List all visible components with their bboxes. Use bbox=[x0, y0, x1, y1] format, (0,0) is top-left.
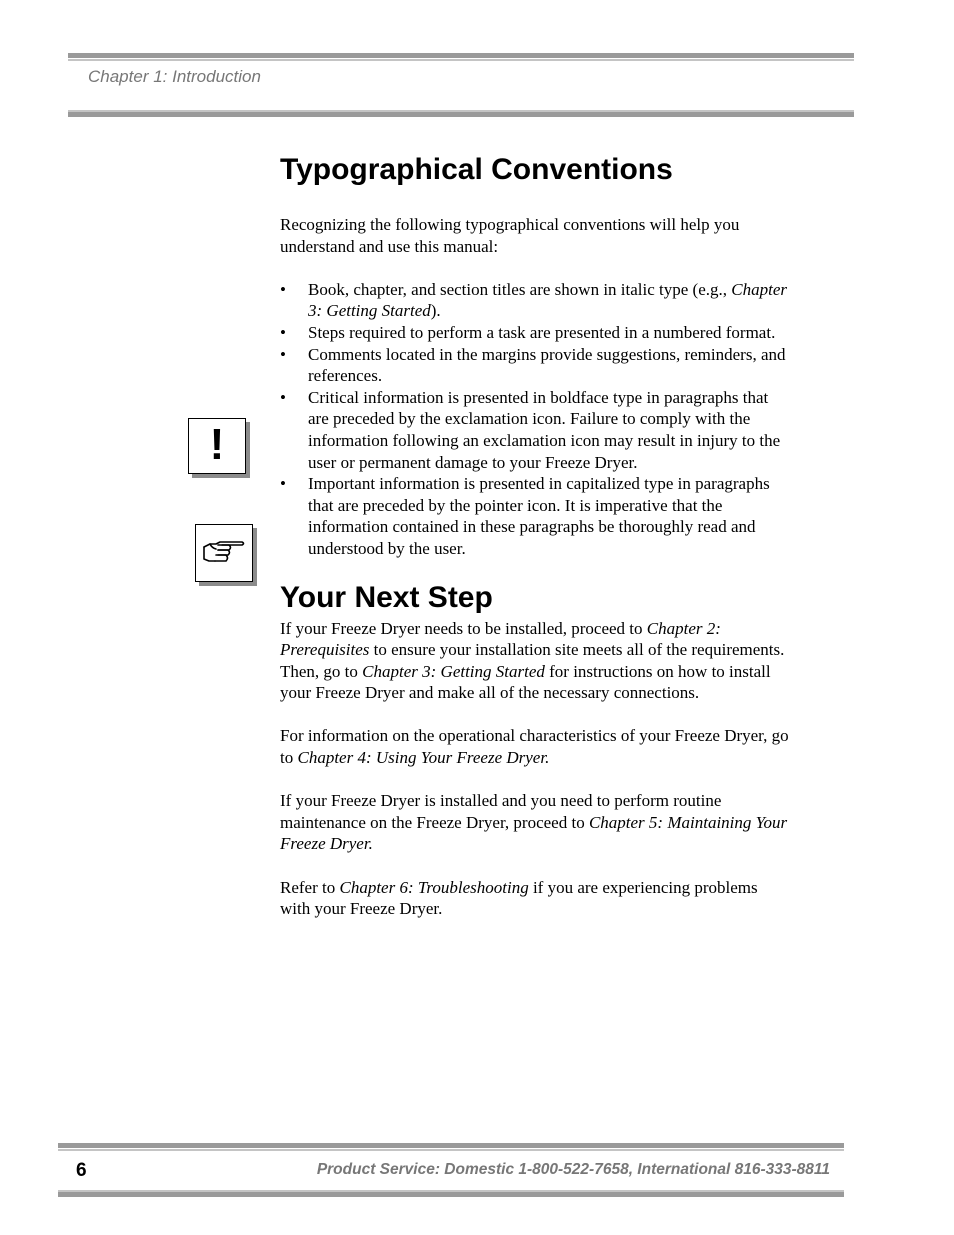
list-item: • Steps required to perform a task are presented in a numbered format. bbox=[280, 322, 776, 342]
bullet-glyph: • bbox=[280, 322, 286, 342]
bullet-glyph: • bbox=[280, 387, 286, 407]
section-title: Typographical Conventions bbox=[280, 153, 673, 186]
header-top-rule-shadow bbox=[68, 59, 854, 61]
next-step-paragraph: For information on the operational characteristics of your Freeze Dryer, go to Chapter 4: Using Your Freeze Dryer. bbox=[280, 726, 789, 768]
bullet-glyph: • bbox=[280, 279, 286, 299]
bullet-glyph: • bbox=[280, 474, 286, 494]
bullet-glyph: • bbox=[280, 344, 286, 364]
intro-paragraph: Recognizing the following typographical conventions will help you understand and use this manual: bbox=[280, 215, 740, 256]
pointing-hand-glyph bbox=[196, 525, 252, 581]
footer-top-rule-shadow bbox=[58, 1149, 844, 1151]
next-step-paragraph: If your Freeze Dryer needs to be installed, proceed to Chapter 2: Prerequisites to ensure your installation site meets all of the requirements. Then, go to Chapter 3: Getting Started for instructions on how to install your Freeze Dryer and make all of the necessary connections. bbox=[280, 618, 785, 703]
pointing-hand-icon bbox=[195, 524, 253, 582]
conventions-list bbox=[280, 279, 790, 560]
header-bottom-rule bbox=[68, 112, 854, 117]
list-item: • Book, chapter, and section titles are shown in italic type (e.g., Chapter 3: Getting Started). bbox=[280, 279, 787, 321]
header-top-rule bbox=[68, 53, 854, 58]
chapter-header: Chapter 1: Introduction bbox=[88, 67, 261, 86]
next-step-paragraph: If your Freeze Dryer is installed and you need to perform routine maintenance on the Freeze Dryer, proceed to Chapter 5: Maintaining Your Freeze Dryer. bbox=[280, 791, 788, 854]
list-item: • Comments located in the margins provide suggestions, reminders, and references. bbox=[280, 344, 786, 386]
footer-bottom-rule bbox=[58, 1192, 844, 1197]
section-typographical-conventions bbox=[280, 152, 790, 920]
section-title-next-step: Your Next Step bbox=[280, 580, 493, 614]
next-step-paragraph: Refer to Chapter 6: Troubleshooting if you are experiencing problems with your Freeze Dryer. bbox=[280, 877, 758, 919]
product-service-phone: Product Service: Domestic 1-800-522-7658, International 816-333-8811 bbox=[316, 1161, 830, 1178]
list-item: • Critical information is presented in boldface type in paragraphs that are preceded by the exclamation icon. Failure to comply with the information following an exclamation icon may result in injury to the user or permanent damage to your Freeze Dryer. bbox=[280, 387, 781, 472]
page-number: 6 bbox=[76, 1160, 87, 1181]
exclamation-icon: ! bbox=[188, 418, 246, 474]
footer-top-rule bbox=[58, 1143, 844, 1148]
list-item: • Important information is presented in capitalized type in paragraphs that are preceded by the pointer icon. It is imperative that the information contained in these paragraphs be thoroughly read and understood by the user. bbox=[280, 474, 770, 558]
